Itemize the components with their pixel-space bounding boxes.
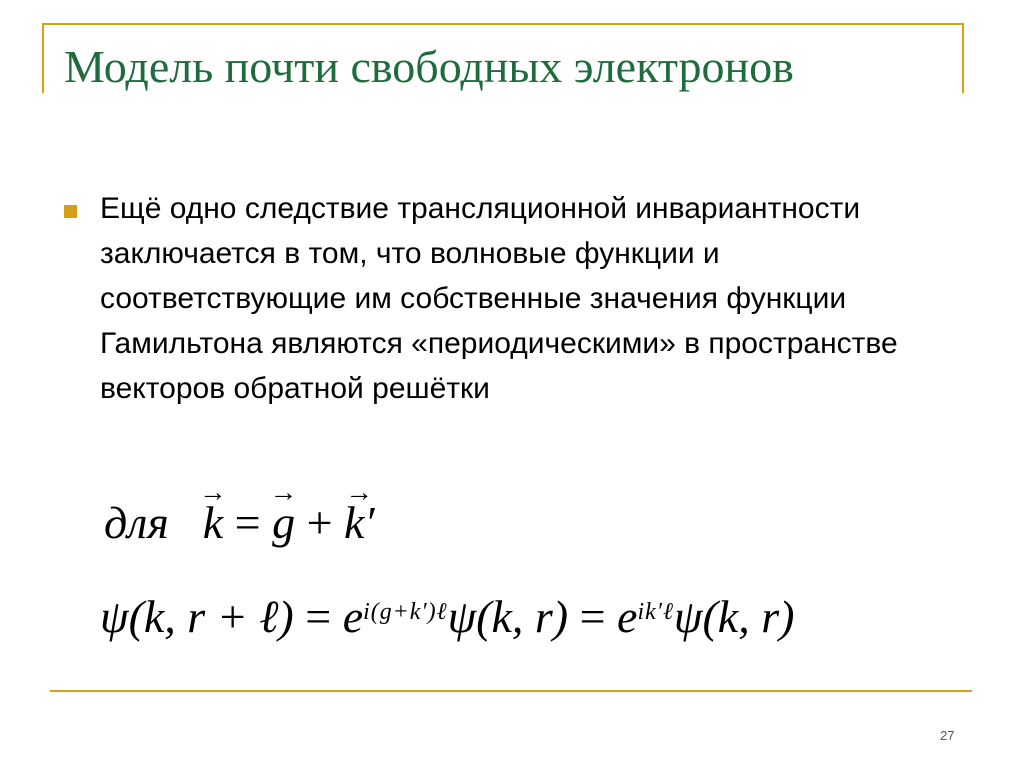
formula-periodicity [100, 591, 795, 642]
exponent-power: i(g+k′)ℓ [363, 598, 448, 625]
bullet-text: Ещё одно следствие трансляционной инвариантности заключается в том, что волновые функции и соответствующие им собственные значения функции Гамильтона являются «периодическими» в пространстве векторов обратной решётки [100, 192, 898, 405]
title-frame-left-line [42, 23, 44, 93]
equals-sign: = [234, 497, 261, 548]
title-frame-top-line [42, 23, 962, 25]
vector-k-prime: → k′ [344, 500, 374, 546]
exponent-base: e [617, 591, 638, 642]
vector-g: → g [272, 500, 295, 546]
equals-sign: = [305, 591, 332, 642]
page-number: 27 [940, 728, 955, 743]
exponent-base: e [342, 591, 364, 642]
bullet-square-icon [64, 205, 77, 218]
psi-lhs: ψ(k, r + ℓ) [100, 591, 294, 642]
psi-middle: ψ(k, r) [447, 591, 569, 642]
footer-divider [50, 690, 972, 692]
title-frame-right-line [962, 23, 964, 93]
formula-prefix: для [104, 497, 169, 548]
exponent-power: ik′ℓ [637, 598, 674, 625]
plus-sign: + [306, 497, 333, 548]
vector-k: → k [203, 500, 223, 546]
equals-sign: = [579, 591, 606, 642]
formula-definition [104, 497, 375, 548]
psi-rhs: ψ(k, r) [673, 591, 795, 642]
slide-title: Модель почти свободных электронов [64, 41, 794, 92]
